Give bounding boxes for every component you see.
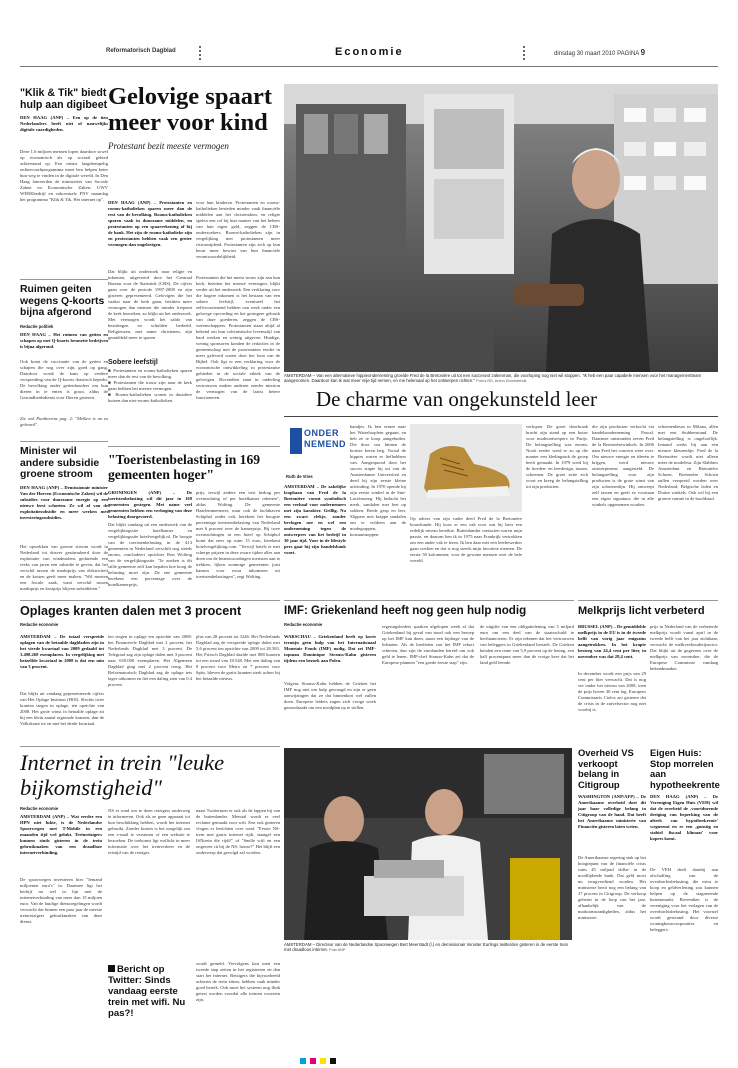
charme-col2-text: bandjes. Ik ben ermee naar het Waterlooplein gegaan, en heb ze te koop aangeboden. Die door sou binnen de kortste keren beg. Vooral de hippies waren er liefhebbers van. Aangespoord door het succes stapte hij uit van de Amsterdamse Universiteit en deed hij zijn eerste kleine uitvinding. In 1970 opende hij zijn eerste winkel in de Sint-Luciënsteeg. Hij bedacht het merk, sandalen met leer op sokken. Brede gesp en leer. Slippers met krappe sandalen om te voldoen aan de modegrappen, kostuumtoppen. bbox=[350, 424, 406, 537]
charme-col4-text: verlopen. De groei doorbraak bracht zijn stand op een bouw voor modeontwerpers in Parijs. De belangstelling was enorm. Nooit eerder werd er zo op die manier een kledingstuk de groep heeft gemaakt. In 1979 werd hij de hoeden- en leerdesign, tassen, schoenen. De groei zette zich voort en kreeg de belangstelling tot zijn producten. bbox=[526, 424, 588, 489]
oplages-body1: Dat blijkt uit vandaag gepresenteerde cijfers van Het Oplage Instituut (HOI). Slechts twee kranten stegen in oplage, ten opzichte van 2008. Het grote winst in betaalde oplage zit bij een klein aantal regionale kranten, dan de Volkskrant tot en met het derde kwartaal. bbox=[20, 691, 104, 726]
ondernemend-logo bbox=[286, 424, 346, 464]
imf-body3: de uitgifte van een obligatielening van 5 miljard euro om een deel van de staatsschuld te herfinancieren. Er zijn tekenen dat het vertrouwen van beleggers in Griekenland herstelt. De Grieken betalen een rente van 5,9 procent op de lening, een half procentpunt meer dan de vorige keer dat het land geld leende. bbox=[480, 624, 574, 665]
eigenhuis-lead: DEN HAAG (ANP) – De Vereniging Eigen Huis (VEH) wil dat de overheid de ‚voortdurende dreiging van beperking van de aftrek van hypotheekrente' wegneemt en er een ‚gunstig en stabiel fiscaal klimaat' voor kopers komt. bbox=[650, 794, 718, 841]
divider-melk bbox=[578, 600, 718, 601]
minister-body: Het opwekken van groene stroom wordt in Nederland tot dusver gestimuleerd door de exploitatie van windmolens gedurende een reeks van jaren een subsidie te geven, dat het verschil tussen de marktprijs van elektriciteit en de kosten geeft meer maken. "Wil moeten een fiscale zaak, want verschil tussen marktprijs en kostprijs blijven subsidiëren." bbox=[20, 543, 108, 591]
section-title: Economie bbox=[335, 46, 404, 58]
internet-headline: Internet in trein "leuke bijkomstigheid" bbox=[20, 750, 225, 800]
toerist-body2: prijs, terwijl andere een vast bedrag per overnachting of per hotelkamer rekenen", aldus Wolting. De gemeente Haarlemmermeer, waar ook de luchthaven Schiphol onder valt, berekent het hoogste percentage toeristenbelasting van Nederland met 6 procent over de kamerprijs. Bij twee overnachtingen in een hotel op Schiphol komt dat neer op ruim 15 euro, berekent hotelvergelijking.com. "Terwijl hotels er met scherpe prijzen in deze zware tijden alles aan doen om de beantwoordingen toeristen aan te trekken, lijken sommige gemeenten juist kansen voor extra inkomsten uit toeristenbelastingen", zegt Wolting. bbox=[196, 490, 280, 579]
ruimen-body: Ook komt de vaccinatie van de geiten en schapen die nog over zijn, goed op gang. Daardoor wordt de kans op verdere verspreiding van de Q-koorts drastisch beperkt. De bevolking onder geitenhouders om hun dieren in te enten is groot, aldus de Gezondheidsdienst voor Dieren gisteren. bbox=[20, 358, 108, 400]
charme-headline: De charme van ongekunsteld leer bbox=[316, 387, 598, 411]
divider-oplages bbox=[20, 600, 280, 601]
ruimen-headline: Ruimen geiten wegens Q-koorts bijna afgerond bbox=[20, 284, 105, 318]
article-internet bbox=[20, 750, 280, 1060]
toerist-lead: GRONINGEN (ANP) – De toeristenbelasting wil dit jaar in 169 gemeenten gestegen. Met name veel gemeenten hebben een verhoging van deze belasting doorgevoerd. bbox=[108, 490, 192, 519]
shoe-photo bbox=[410, 424, 522, 512]
ruimen-lead: DEN HAAG – Het ruimen van geiten en schapen op met Q-koorts besmette bedrijven is bijna afgerond. bbox=[20, 331, 108, 349]
divider-gelovige bbox=[108, 446, 280, 447]
reg-mark bbox=[320, 1058, 326, 1064]
shoe-illustration bbox=[410, 424, 522, 512]
divider-internet bbox=[20, 746, 280, 747]
overheid-headline: Overheid VS verkoopt belang in Citigroup bbox=[578, 747, 634, 790]
oplages-body2: ten stegen in oplage ten opzichte van 2008: het Financieele Dagblad met 2 procent, het Nederlands Dagblad met 3 procent. De Telegraaf zag zijn oplage dalen met 3 procent naar 650.000 exemplaren. Het Algemeen Dagblad ging met 2 procent terug. Het Reformatorisch Dagblad zag de oplage iets lager uitkomen en liet een daling zien van 0,4 procent. bbox=[108, 634, 192, 687]
imf-col3 bbox=[480, 624, 574, 738]
internet-lead: AMSTERDAM (ANP) – Wat eerder een HPN niet lukte, is de Nederlandse Spoorwegen met T-Mobile in een maanden tijd wel gelukt. Treinreizigers kunnen sinds gisteren in de trein gebruikmaken van een draadloze internetverbinding. bbox=[20, 814, 102, 855]
internet-body3: naast Twittermen er ook als de lappen bij van de buitenlander. Meestal wordt er veel reclame gemaakt voor wifi. Een ook ginteren vlogen er berichten over rond. "Eerste NS-trein met gratis internet rijdt, staatgaf een ISNtrein die rijdt!" of "Snelle wifi en een ongeveer rit bij de NS: hoezo?" Het blijft een onderwerp dat gevolgd zal worden. bbox=[196, 808, 280, 855]
overheid-body: De Amerikaanse regering stak op het hoogtepunt van de financiële crisis ruim 45 miljard dollar in de noodlijdende bank. Dat geld moet nu terugverdiend worden. Het ministerie bezit nog een belang van 27 procent in Citigroup. De verkoop gebeurt in de loop van het jaar, afhankelijk van de marktomstandigheden, aldus het ministerie. bbox=[578, 855, 646, 920]
hero-credit: Foto's RD, Anton Dommerholt bbox=[476, 379, 527, 384]
reg-mark bbox=[330, 1058, 336, 1064]
article-melk bbox=[578, 604, 718, 744]
melk-body2: prijs in Nederland van de verbeterde melkprijs wordt vanaf april in de tweede helft van het jaar zichtbaar, verwacht de melkveehouderijsector. Dat blijkt uit de gegevens over de melkprijs van november, die de Europese Commissie vandaag bekendmaakte. bbox=[650, 624, 718, 671]
klik-headline: "Klik & Tik" biedt hulp aan digibeet bbox=[20, 87, 108, 111]
charme-rule bbox=[284, 416, 718, 417]
charme-col3 bbox=[410, 516, 522, 592]
imf-headline: IMF: Griekenland heeft nog geen hulp nodig bbox=[284, 604, 527, 617]
internet-body2: NS er rond om te doen reizigers onderweg te informeren. Ook als ze geen apparaat tot hun beschikking hebben, wordt het internet gebruikt. Zonder kosten is het mogelijk om een e-mail te versturen of een website te bezoeken. De toekomst ligt wellicht in meer informatie over het treinverkeer en de reistijd van de reiziger. bbox=[108, 808, 190, 855]
charme-col2 bbox=[350, 424, 406, 592]
train-caption-text: AMSTERDAM – Directeur van de Nederlandse Spoorwegen Bert Meerstadt (l.) en demissionair minister Eurlings twitterden gisteren in de eerste trein met draadloos internet. bbox=[284, 942, 568, 953]
charme-col5-text: die zijn producten verkocht via handelsonderneming Pascal. Daarmee ontstonden zeven Fred de la Bretonièrewinkels. In 2006 nam Fred het concern weer over. Om nieuwe energie en ideeën te krijgen, werd nieuwe ontwerpteams aangesteld. De belangstelling voor zijn producten is de grote winst van zijn schoenenlijn. Hij ontwerpt zelf tassen en geeft ze voortaan een eigen signatuur, die in alle winkels opgenomen worden. bbox=[592, 424, 654, 507]
pull-square-icon bbox=[108, 965, 115, 972]
oplages-lead: AMSTERDAM – De totaal verspreide oplagen van de betaalde dagbladen zijn in het vierde kwartaal van 2009 gedaald tot 3.498.268 exemplaren. In vergelijking met hetzelfde kwartaal in 2008 is dat een min van 3 procent. bbox=[20, 634, 104, 669]
imf-col2 bbox=[382, 624, 474, 738]
charme-col6 bbox=[658, 424, 718, 592]
sidebar-klik bbox=[20, 88, 108, 276]
toerist-col2 bbox=[196, 490, 280, 594]
article-overheid bbox=[578, 748, 646, 1048]
train-caption bbox=[284, 942, 572, 954]
masthead bbox=[0, 0, 738, 76]
klik-body: Deze 1,6 miljoen mensen lopen daardoor sowel op economisch als op sociaal gebied achterstand op. Een nieuw laagdrempelig onlinecoachprogramma moet hen helpen beter hun weg te vinden in de digitale wereld. In Den Haag lanceerden de ministeries van Sociale Zaken en Economische Zaken, UWV WERKbedrijf en vakcentrale FNV maandag het programma "Klik & Tik. Het internet op". bbox=[20, 149, 108, 202]
imf-col1 bbox=[284, 634, 376, 741]
internet-col2 bbox=[108, 808, 190, 1019]
gelovige-body2: voor hun kinderen. Protestanten en rooms-katholieken besteden minder vaak financiële middelen aan het christendom, en religie spelen een rol bij hun manier van het beheer van hun eigen geld, zeggen de CBS-onderzoekers. Rooms-katholieken zijn in vergelijking met protestanten meer risicomijdend. Protestanten zijn zich op hun beurt meer bewust van hun financiële verantwoordelijkheid. bbox=[196, 200, 280, 259]
minister-headline: Minister wil andere subsidie groene stroom bbox=[20, 446, 100, 480]
eigenhuis-headline: Eigen Huis: Stop morrelen aan hypotheekrente bbox=[650, 747, 720, 790]
internet-col3 bbox=[196, 808, 280, 1051]
imf-lead: WARSCHAU – Griekenland heeft op korte termijn geen hulp van het Internationaal Monetair Fonds (IMF) nodig. Dat zei IMF-topman Dominique Strauss-Kahn gisteren tijdens een bezoek aan Polen. bbox=[284, 634, 376, 663]
internet-col1 bbox=[20, 814, 102, 1055]
logo-text-bottom: NEMEND bbox=[304, 439, 347, 449]
article-oplages bbox=[20, 604, 280, 744]
sidebar-ruimen bbox=[20, 284, 108, 436]
article-toerist bbox=[108, 452, 280, 598]
article-gelovige bbox=[108, 84, 280, 444]
logo-mark bbox=[290, 428, 302, 454]
klik-lead: DEN HAAG (ANP) – Een op de tien Nederlanders heeft niet of nauwelijks digitale vaardigheden. bbox=[20, 115, 108, 132]
reg-mark bbox=[300, 1058, 306, 1064]
divider-imf bbox=[284, 600, 574, 601]
gelovige-headline: Gelovige spaart meer voor kind bbox=[108, 83, 272, 136]
registration-marks bbox=[300, 1058, 440, 1064]
issue-date: dinsdag 30 maart 2010 bbox=[554, 51, 616, 57]
toerist-headline: "Toeristenbelasting in 169 gemeenten hoger" bbox=[108, 452, 261, 482]
gelovige-col1 bbox=[108, 200, 192, 404]
toerist-body1: Dat blijkt vandaag uit een onderzoek van de vergelijkingssite hotelkamer en vergelijkingssite hotelvergelijk.nl. De hoogte van de toeristenbelasting in de 413 gemeenten in Nederland verschilt nog steeds enorm, concludeert oprichter Ron Wolting van de vergelijkingssite. "Je zoeken is dit stille gemeente zelf kan bepalen hoe hoog de belasting moet zijn. De ene gemeente berekent een percentage over de hotelkamerprijs, bbox=[108, 522, 192, 587]
overheid-lead: WASHINGTON (ANP/AFP) – De Amerikaanse overheid doet dit jaar haar volledige belang in Citigroup van de hand. Dat heeft het Amerikaanse ministerie van Financiën gisteren laten weten. bbox=[578, 794, 646, 829]
charme-lead: AMSTERDAM – De zakelijke loopbaan van Fred de la Bretonière vormt symbolisch een verhaal voor ondernemers met zijn karakter. Grillig. Nu een zwart vlekje, zonder bevlogen nee en wel een onderneming tegen de ontwerpers van het bedrijf in 30 jaar tijd. Voor in de lifestyle pers gaat hij zijn handelsbank voort. bbox=[284, 484, 346, 555]
gelovige-box-title: Sobere leefstijl bbox=[108, 359, 158, 366]
page-label: PAGINA bbox=[617, 51, 639, 57]
dotted-divider-left bbox=[199, 46, 201, 60]
oplages-col3 bbox=[196, 634, 280, 738]
internet-kicker: Redactie economie bbox=[20, 806, 59, 811]
melk-lead: BRUSSEL (ANP) – De gemiddelde melkprijs in de EU is in de tweede helft van vorig jaar enigszins aangetrokken. In het krapte besteeg van 24,4 cent per liter, in november was dat 28,4 cent. bbox=[578, 624, 646, 659]
article-imf bbox=[284, 604, 574, 744]
gelovige-lead: DEN HAAG (ANP) – Protestanten en rooms-katholieken sparen meer dan de rest van de bevolking. Rooms-katholieken sparen vaak in duurzame middelen, en protestanten op een spaarrekening of bij de bank. Het zijn de rooms-katholieke zijn en protestanten hebben vaak een groter vermogen dan ongelovigen. bbox=[108, 200, 192, 247]
gelovige-subtitle: Protestant bezit meeste vermogen bbox=[108, 141, 229, 151]
internet-pull-quote: Bericht op Twitter: Sinds vandaag eerste trein met wifi. Nu pas?! bbox=[108, 964, 186, 1019]
charme-col5 bbox=[592, 424, 654, 592]
page-number: 9 bbox=[640, 48, 646, 57]
article-charme bbox=[284, 388, 718, 594]
reg-mark bbox=[310, 1058, 316, 1064]
date-line bbox=[554, 48, 645, 57]
article-eigenhuis bbox=[650, 748, 718, 1048]
imf-kicker: Redactie economie bbox=[284, 622, 323, 627]
bullet-item: ■ Protestanten en rooms-katholieken sparen meer dan de rest van de bevolking. bbox=[108, 368, 192, 379]
charme-col-lead bbox=[284, 484, 346, 592]
gelovige-bullets bbox=[108, 368, 192, 404]
dotted-divider-right bbox=[523, 46, 525, 60]
paper-name: Reformatorisch Dagblad bbox=[106, 48, 176, 54]
sidebar-divider-2 bbox=[20, 441, 108, 442]
internet-body1: De spoorwegen investeren hier "Iemand miljoenen euro's" in. Daarmee ligt het bedrijf nu wel in lijn met de internetverbinding van meer dan 15 miljoen euro. Van de huidige dienstregelingen wordt verwacht dat binnen een paar jaar de meeste treinreizigers gebruikmaken van deze dienst. bbox=[20, 877, 102, 924]
header-rule bbox=[20, 66, 718, 67]
charme-col4 bbox=[526, 424, 588, 592]
charme-byline: Ruth de Vries bbox=[286, 474, 313, 479]
imf-body1: Volgens Strauss-Kahn hebben de Grieken het IMF nog niet om hulp gevraagd en zijn er geen aanwijzingen dat ze dat binnenkort wel zullen doen. Europese leiders zagen zich vorige week genoodzaakt om een noodplan op te stellen. bbox=[284, 681, 376, 710]
imf-body2: regeringsleiders spraken afgelopen week af dat Griekenland bij geval van nood ook een beroep op het IMF kan doen, naast een bijdrage van de lidstaten. Als de kredieten van het IMF tekort schieten, dan zijn de eurolanden bereid om ook geld te lenen. IMF-chef Strauss-Kahn zei dat de Europese plannen "een goede eerste stap" zijn. bbox=[382, 624, 474, 665]
bullet-item: ■ Protestanten die trouw zijn naar de kerk gaan hebben het meeste vermogen. bbox=[108, 380, 192, 391]
train-illustration bbox=[284, 748, 572, 940]
train-credit: Foto ANP bbox=[329, 948, 346, 953]
melk-headline: Melkprijs licht verbeterd bbox=[578, 605, 705, 617]
oplages-col1 bbox=[20, 634, 104, 739]
train-photo bbox=[284, 748, 572, 940]
oplages-headline: Oplages kranten dalen met 3 procent bbox=[20, 604, 242, 618]
oplages-col2 bbox=[108, 634, 192, 738]
gelovige-body1: Dat blijkt uit onderzoek naar religie en inkomen, uitgevoerd door het Centraal Bureau voor de Statistiek (CBS). De cijfers gaan over de periode 1997-2008 en zijn gisteren gepresenteerd. Gelovigen die het vaakst naar de kerk gaan, bezitten meer vermogen dan mensen die minder frequent de kerk bezoeken, zo blijkt uit het onderzoek. Met vermogen wordt het saldo van bezittingen en schulden bedoeld. Religieuzen, met name christenen, zijn gemiddeld meer te sparen bbox=[108, 269, 192, 340]
charme-col3-text: Op advies van zijn vader deed Fred de la Bretonière bouwkunde. Hij koos er een vak voor wat hij later een redelijk niveau bereikte. Buitenlandse contacten waren mijn passie, en daarom ben ik in 1975 naar Frankrijk vertrokken om een ander vak te leren. Ik ben daar met een leerbewerker gaan werken en dat is nog steeds mijn favoriete mensen. De eerste 50 kolommen; voor de gewone mensen over de hele wereld. bbox=[410, 516, 522, 563]
charme-col6-text: schoenenbeurs in Milaan, allen met een Stubbenstand. De belangstelling is ongelooflijk. Iemand werkt bij aan een nieuwe kleurenlijn. Fred de la Bretonière wordt niet alleen meer de modeleur. Zijn Slabbies Amsterdam en Bretonière Schoen, Bretonière Schoen zullen verspreid worden over Nederland, Belgische laden en Duitse winkels. Ook wil hij een grotere ruimte in de hoofdstad. bbox=[658, 424, 718, 501]
gelovige-col2 bbox=[196, 200, 280, 443]
ruimen-footnote: Zie ook Punthoorns pag. 2: "Melken is na zo gebeurd". bbox=[20, 415, 108, 427]
melk-col1 bbox=[578, 624, 646, 741]
melk-col2 bbox=[650, 624, 718, 740]
sidebar-divider-1 bbox=[20, 279, 108, 280]
gelovige-body3: Protestanten die het meest trouw zijn aan hun kerk, bezitten het meeste vermogen, blijkt verder uit het onderzoek. Een verklaring voor die hogere inkomen is het bestaan van een sobere leefstijl, eventueel het zelfvoorzienend hebben van werk onder een gelovige opvoeding en het geringere gebruik van dure goederen, zeggen de CBS-wetenschappers. Protestanten staan altijd al bekend om hun calvinistische levensstijl van hard werken en weinig uitgeven. Huidige, weinig sponsoren konden de redacties in de gemeenschap met de protestanten eerder in meer geleverd waren door het loon van de Bijbel. Ook ligt er een verklaring voor de economische ontwikkeling in protestantse gebieden in de sociale ethiek van de gelovigen. Bovendien staat in onderling vertrouwen maken anderen zonder mission de vermogen van de laatst betere functioneren. bbox=[196, 275, 280, 400]
minister-lead: DEN HAAG (ANP) – Demissionair minister Van der Hoeven (Economische Zaken) wil de subsidies voor duurzame energie op een nieuwe leest schoeien. Ze wil af van de exploitatiesubsidie en meer werken met investeringssubsidies. bbox=[20, 484, 108, 520]
internet-body4: wordt gemeld. Vervolgens kan men een tweede stap zetten in het registreren en dan start het internet. Reizigers die bijvoorbeeld achterin de trein zitten, hebben vaak minder goed bereik. Ook moet het systeem nog flink getest worden voordat alle treinen voorzien zijn. bbox=[196, 961, 280, 1002]
oplages-body3: plus van 28 procent tot 3246. Het Nederlands Dagblad zag de verspreide oplage dalen met 5,6 procent ten opzichte van 2008 tot 28.583. Het Friesch Dagblad daalde met 888 kranten tot een totaal van 18.548. Met een daling van 8 procent voor Metro en 7 procent voor Spits, bleven de gratis kranten sterk achter bij het betaalde nieuws. bbox=[196, 634, 280, 681]
sidebar-minister bbox=[20, 446, 108, 596]
oplages-kicker: Redactie economie bbox=[20, 622, 59, 627]
eigenhuis-body: De VEH deelt daarbij aan afschaffing van de overdrachtsbelasting, die extra te koop en geldverlening zou kunnen helpen op de stagnerende huizenmarkt. Bovendien is de vereniging voor het verlagen van de overdrachtsbelasting. Het voorstel wordt gesteund door diverse woningbouwcorporaties en beleggers. bbox=[650, 867, 718, 932]
bullet-item: ■ Rooms-katholieken wonen in duurdere huizen dan niet-rooms-katholieken. bbox=[108, 392, 192, 403]
toerist-col1 bbox=[108, 490, 192, 592]
hero-photo-illustration bbox=[284, 84, 718, 372]
hero-caption-text: AMSTERDAM – Van een alternatieve hippieonderneming groeide Fred de la Bretonière uit tot een succesvol zakenman, die voorloping nog niet wil stoppen. "Ik heb een paar capabele mensen voor het managementteam aangenomen. Daardoor kan ik wat meer vrije tijd nemen, en me helemaal op het ontwerpen richten." bbox=[284, 373, 702, 384]
hero-photo bbox=[284, 84, 718, 372]
ruimen-kicker: Redactie politiek bbox=[20, 323, 54, 329]
logo-text-top: ONDER bbox=[304, 428, 340, 438]
melk-body1: In december wordt een prijs van 29 cent per liter verwacht. Dat is nog ver onder het niveau van 2008, toen de prijs boven 30 cent lag. Europees Commissaris Ciolos zei gisteren dat de crisis in de zuivelsector nog niet voorbij is. bbox=[578, 671, 646, 712]
hero-caption bbox=[284, 373, 718, 385]
